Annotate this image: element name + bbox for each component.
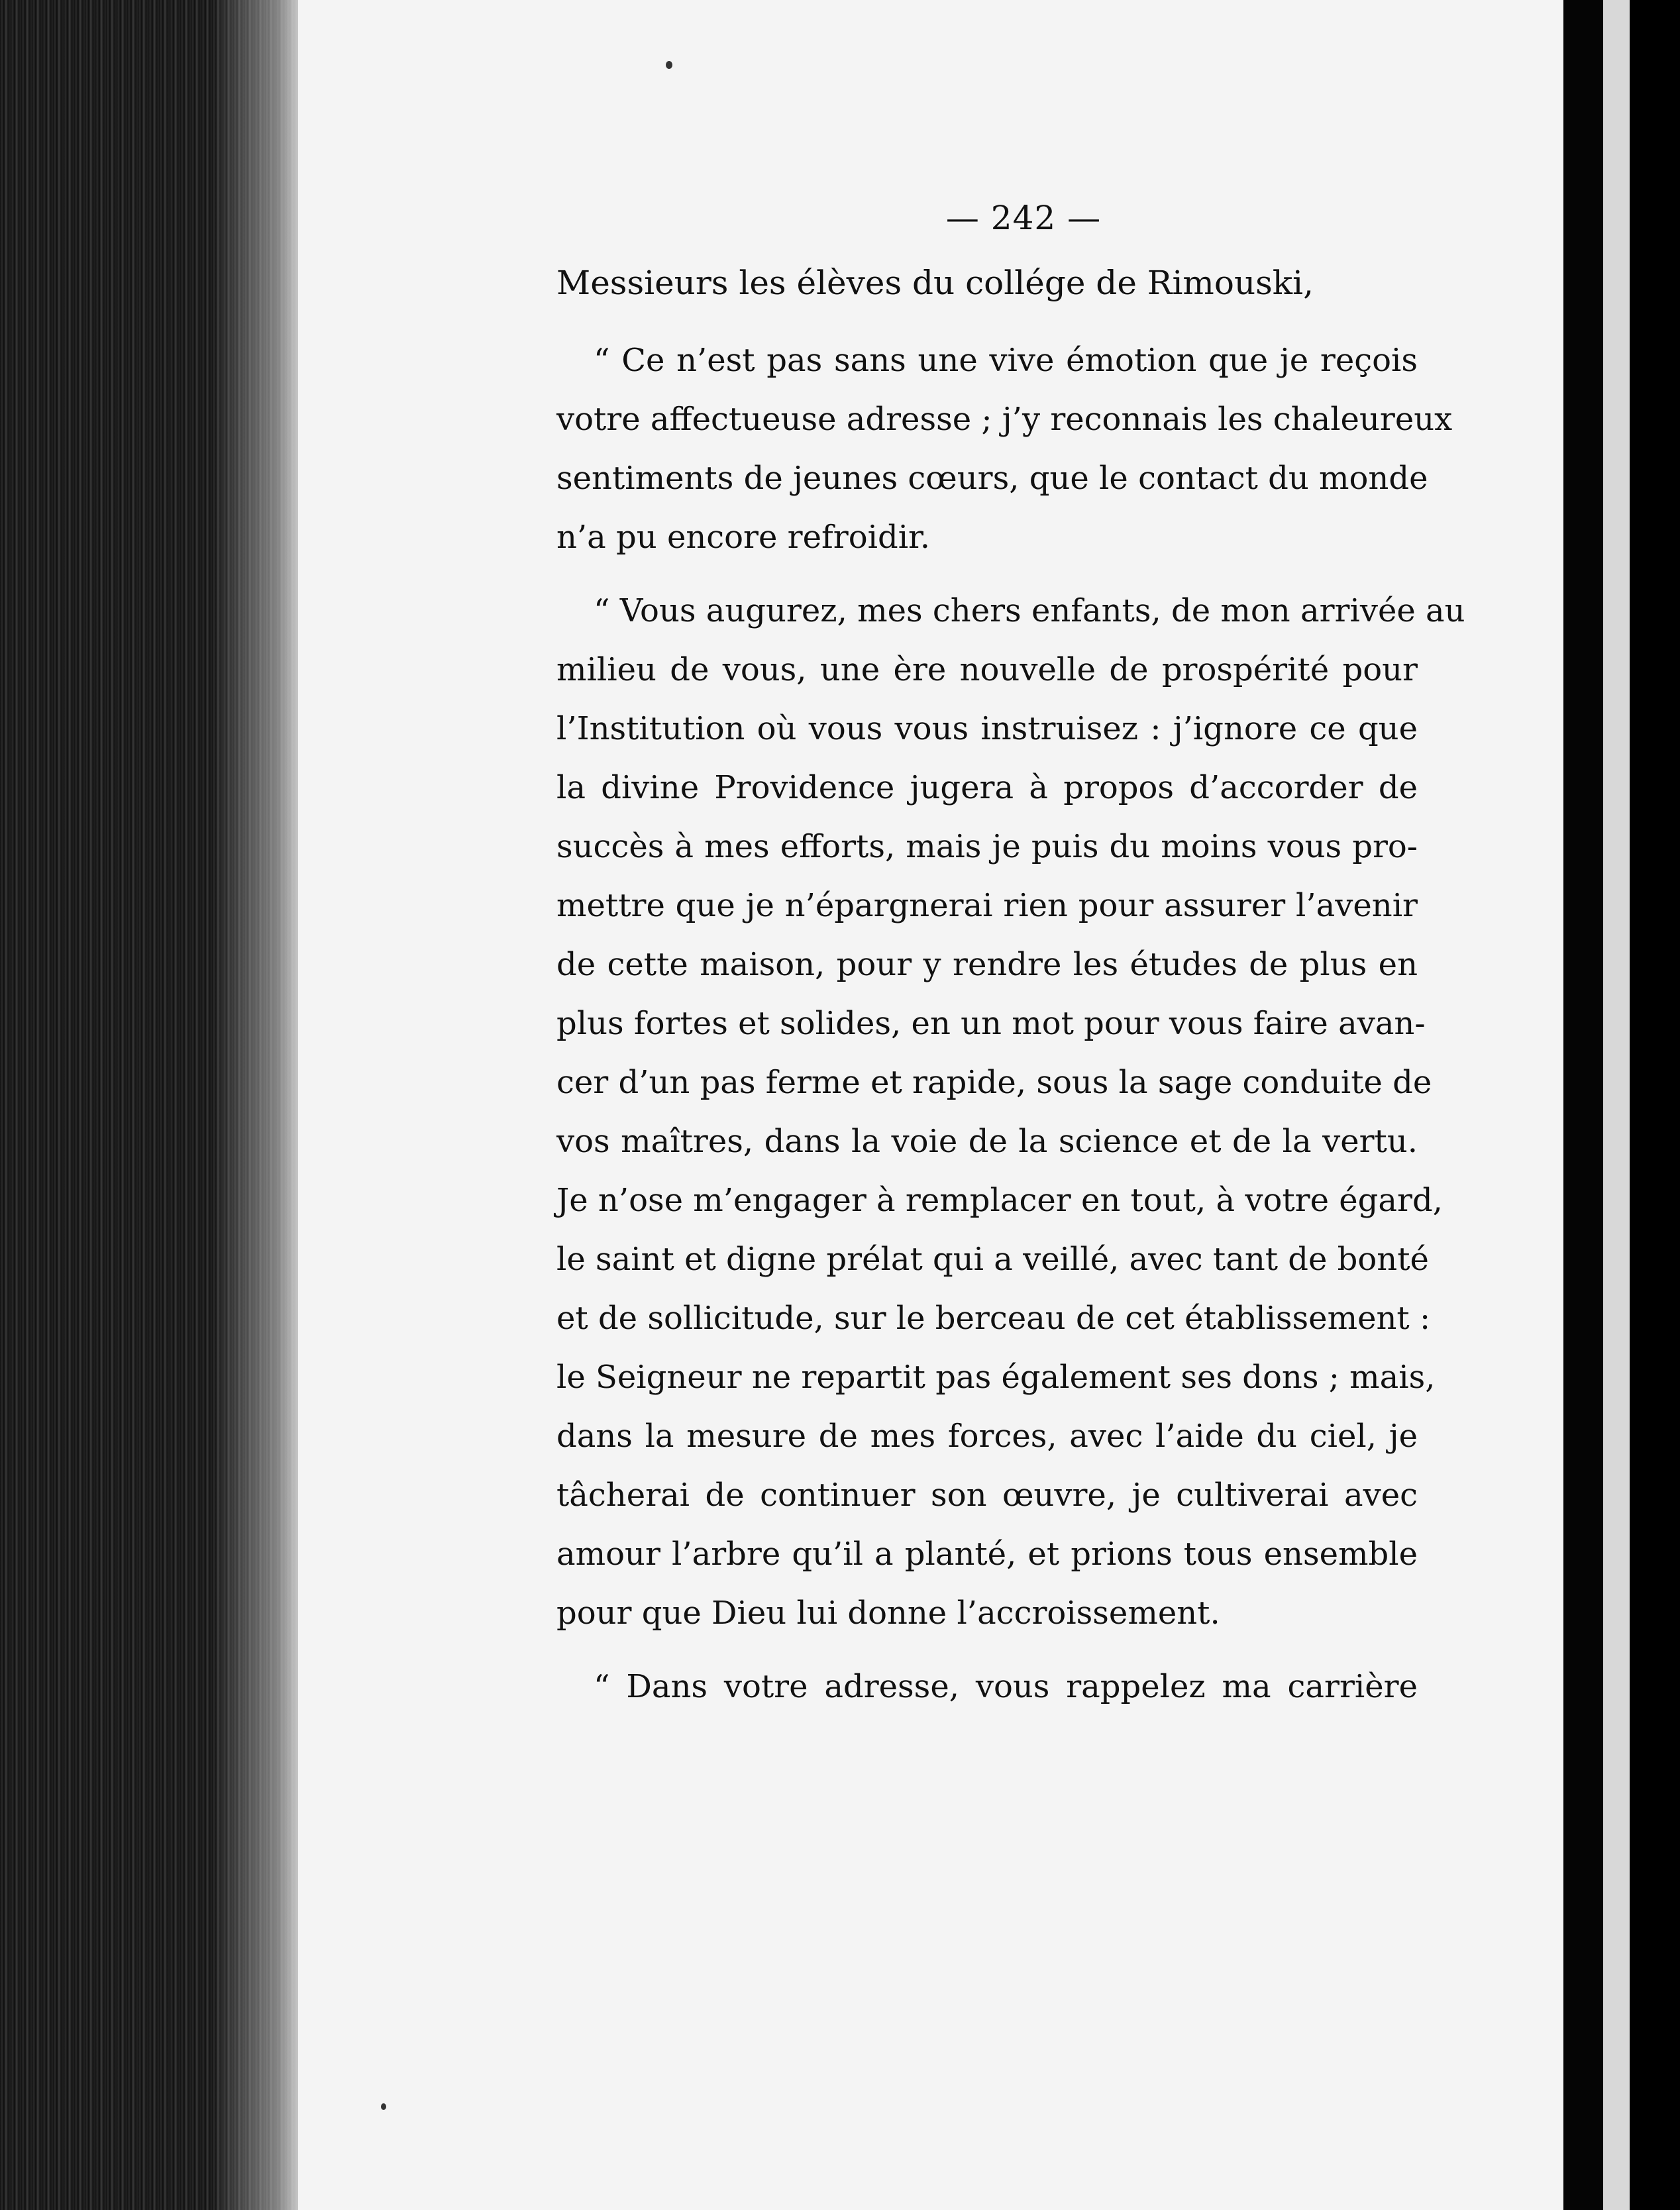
text-block xyxy=(543,199,1465,1731)
text-line: “ Dans votre adresse, vous rappelez ma carrière xyxy=(594,1668,1418,1705)
text-line: votre affectueuse adresse ; j’y reconnais les chaleureux xyxy=(556,401,1453,438)
text-line: la divine Providence jugera à propos d’accorder de xyxy=(556,769,1418,806)
text-line: plus fortes et solides, en un mot pour vous faire avan- xyxy=(556,1005,1426,1042)
dust-speck xyxy=(666,61,672,69)
page-number: — 242 — xyxy=(945,199,1102,237)
salutation: Messieurs les élèves du collége de Rimouski, xyxy=(556,264,1314,302)
paragraph-3 xyxy=(543,1658,1418,1716)
gutter-shadow xyxy=(212,0,305,2210)
right-outer-border xyxy=(1630,0,1680,2210)
text-line: pour que Dieu lui donne l’accroissement. xyxy=(556,1595,1220,1632)
text-line: l’Institution où vous vous instruisez : j’ignore ce que xyxy=(556,710,1418,747)
text-line: Je n’ose m’engager à remplacer en tout, à votre égard, xyxy=(556,1182,1443,1219)
text-line: “ Ce n’est pas sans une vive émotion que je reçois xyxy=(594,342,1418,379)
text-line: le saint et digne prélat qui a veillé, avec tant de bonté xyxy=(556,1241,1429,1278)
text-line: et de sollicitude, sur le berceau de cet établissement : xyxy=(556,1300,1431,1337)
text-line: amour l’arbre qu’il a planté, et prions tous ensemble xyxy=(556,1536,1418,1573)
text-line: succès à mes efforts, mais je puis du moins vous pro- xyxy=(556,828,1418,865)
text-line: dans la mesure de mes forces, avec l’aide du ciel, je xyxy=(556,1418,1418,1455)
text-line: tâcherai de continuer son œuvre, je cultiverai avec xyxy=(556,1477,1418,1514)
text-line: cer d’un pas ferme et rapide, sous la sage conduite de xyxy=(556,1064,1432,1101)
paragraph-2 xyxy=(543,582,1465,1643)
text-line: milieu de vous, une ère nouvelle de prospérité pour xyxy=(556,651,1418,688)
text-line: mettre que je n’épargnerai rien pour assurer l’avenir xyxy=(556,887,1418,924)
text-line: “ Vous augurez, mes chers enfants, de mon arrivée au xyxy=(594,592,1465,629)
text-line: n’a pu encore refroidir. xyxy=(556,519,930,556)
text-line: le Seigneur ne repartit pas également ses dons ; mais, xyxy=(556,1359,1436,1396)
text-line: vos maîtres, dans la voie de la science et de la vertu. xyxy=(556,1123,1418,1160)
facing-page-sliver xyxy=(1603,0,1630,2210)
text-line: de cette maison, pour y rendre les études de plus en xyxy=(556,946,1418,983)
right-border xyxy=(1563,0,1603,2210)
text-line: sentiments de jeunes cœurs, que le contact du monde xyxy=(556,460,1428,497)
dust-speck xyxy=(381,2103,386,2110)
paragraph-1 xyxy=(543,331,1453,567)
